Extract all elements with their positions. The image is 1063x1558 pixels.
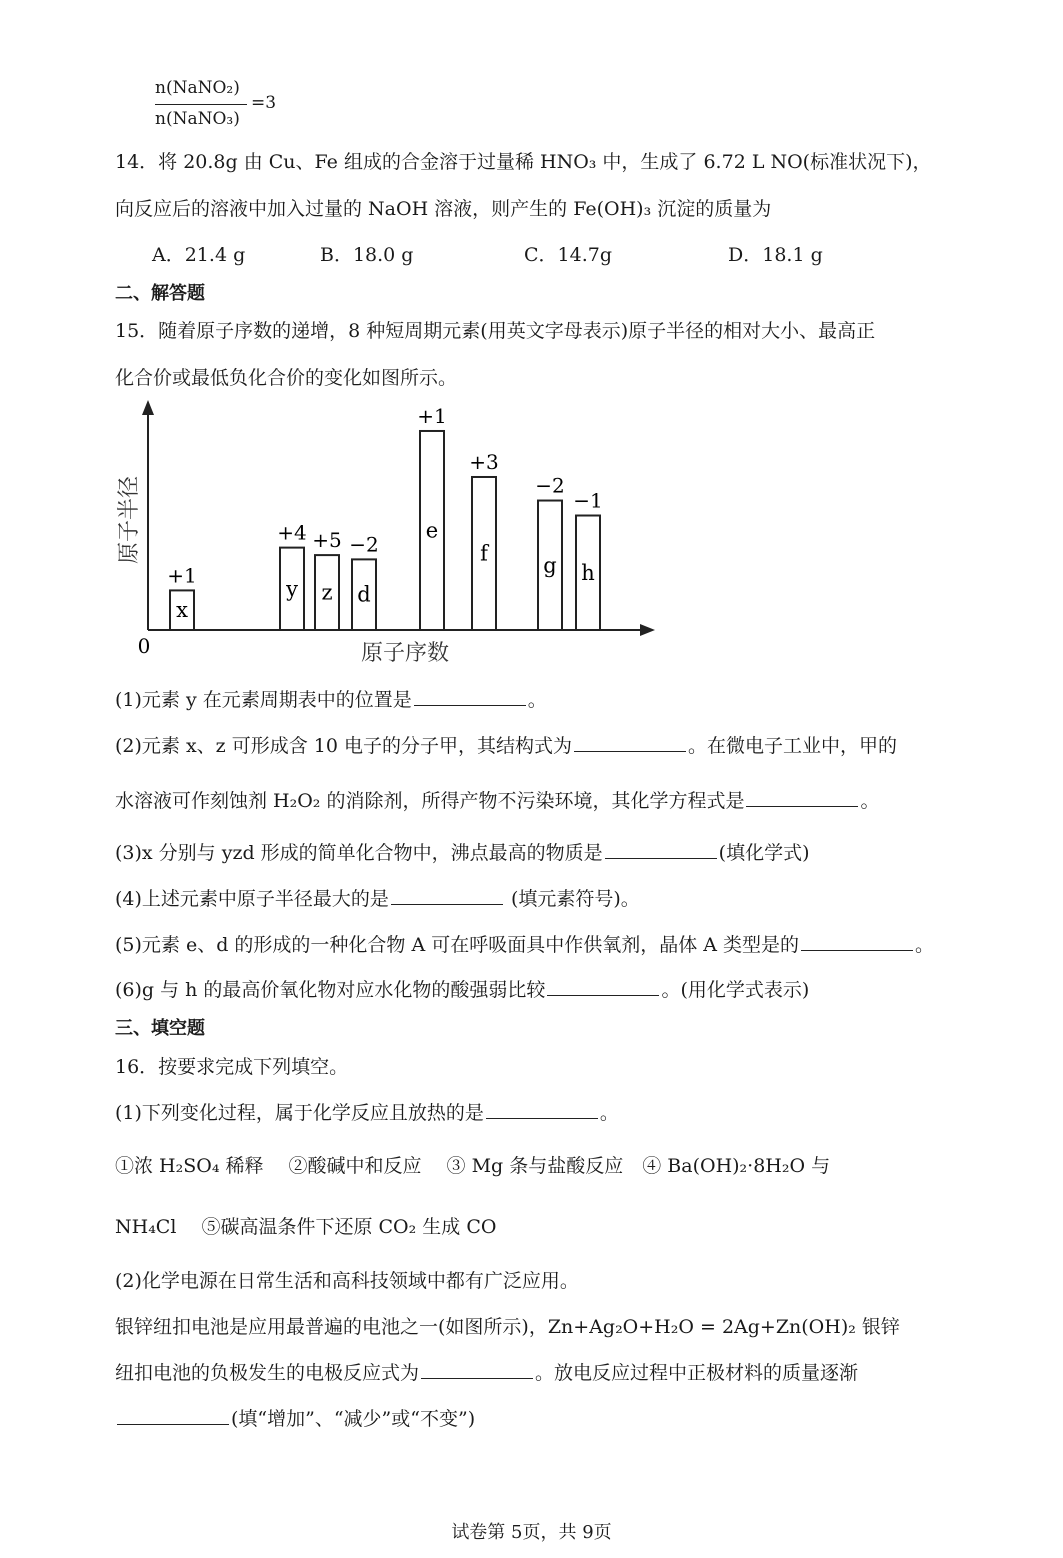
q15-sub5-text: (5)元素 e、d 的形成的一种化合物 A 可在呼吸面具中作供氧剂，晶体 A 类型是的: [115, 934, 800, 956]
bar-label-z: z: [321, 580, 333, 605]
bar-label-d: d: [357, 582, 371, 607]
q15-sub3-end: (填化学式): [718, 842, 810, 864]
answer-blank[interactable]: [605, 840, 717, 859]
fraction-denominator: n(NaNO₃): [155, 109, 240, 129]
valence-label-g: −2: [535, 473, 565, 498]
q15-line1: 15．随着原子序数的递增，8 种短周期元素(用英文字母表示)原子半径的相对大小、最高正: [115, 320, 876, 342]
q15-sub2-text: (2)元素 x、z 可形成含 10 电子的分子甲，其结构式为: [115, 735, 572, 757]
answer-blank[interactable]: [547, 977, 659, 996]
q16-sub2-line3: [115, 1358, 858, 1385]
q14-line2: 向反应后的溶液中加入过量的 NaOH 溶液，则产生的 Fe(OH)₃ 沉淀的质量为: [115, 198, 772, 220]
q16-sub2-line4: [115, 1404, 475, 1431]
valence-label-e: +1: [417, 403, 447, 428]
answer-blank[interactable]: [414, 687, 526, 706]
q16-sub2: (2)化学电源在日常生活和高科技领域中都有广泛应用。: [115, 1270, 579, 1292]
q15-sub4: [115, 884, 640, 911]
q15-sub3-text: (3)x 分别与 yzd 形成的简单化合物中，沸点最高的物质是: [115, 842, 603, 864]
bar-label-f: f: [480, 541, 488, 566]
q16-sub2-cont: 。放电反应过程中正极材料的质量逐渐: [535, 1362, 859, 1384]
q15-sub2-cont: 。在微电子工业中，甲的: [687, 735, 897, 757]
q15-sub6-text: (6)g 与 h 的最高价氧化物对应水化物的酸强弱比较: [115, 979, 546, 1001]
answer-blank[interactable]: [746, 788, 858, 807]
q16-line1: 16．按要求完成下列填空。: [115, 1056, 349, 1078]
bar-label-h: h: [581, 560, 595, 585]
q15-sub6-end: 。(用化学式表示): [661, 979, 810, 1001]
valence-label-h: −1: [573, 488, 603, 513]
q16-sub1-end: 。: [599, 1102, 619, 1124]
bar-label-y: y: [286, 576, 298, 601]
q16-sub2-text3: 纽扣电池的负极发生的电极反应式为: [115, 1362, 420, 1384]
fraction-bar: [155, 104, 247, 105]
fraction-equals: =3: [251, 93, 277, 113]
y-axis-label: 原子半径: [117, 475, 142, 565]
answer-blank[interactable]: [117, 1406, 229, 1425]
q16-sub1-text: (1)下列变化过程，属于化学反应且放热的是: [115, 1102, 484, 1124]
q15-sub2-end: 。: [860, 790, 880, 812]
q14-option-b: B．18.0 g: [320, 244, 414, 266]
q14-option-a: A．21.4 g: [152, 244, 246, 266]
atomic-radius-chart: [100, 395, 680, 670]
page-footer: 试卷第 5页，共 9页: [451, 1522, 612, 1543]
q15-sub6: [115, 975, 809, 1002]
q14-option-c: C．14.7g: [524, 244, 613, 266]
y-axis-arrow: [142, 400, 154, 415]
q15-sub4-text: (4)上述元素中原子半径最大的是: [115, 888, 389, 910]
x-axis-label: 原子序数: [360, 641, 450, 666]
q15-sub2-text2: 水溶液可作刻蚀剂 H₂O₂ 的消除剂，所得产物不污染环境，其化学方程式是: [115, 790, 745, 812]
q15-sub5: [115, 930, 934, 957]
q15-sub2-line2: [115, 786, 879, 813]
q16-sub2-line2: 银锌纽扣电池是应用最普遍的电池之一(如图所示)，Zn+Ag₂O+H₂O = 2Ag+Zn(OH)₂ 银锌: [115, 1316, 900, 1338]
answer-blank[interactable]: [801, 932, 913, 951]
q16-sub1: [115, 1098, 619, 1125]
bar-label-x: x: [176, 598, 188, 623]
q15-sub1-text: (1)元素 y 在元素周期表中的位置是: [115, 689, 412, 711]
q15-sub4-end: (填元素符号)。: [504, 888, 640, 910]
q15-line2: 化合价或最低负化合价的变化如图所示。: [115, 367, 458, 389]
q15-sub1-end: 。: [527, 689, 547, 711]
valence-label-d: −2: [349, 532, 379, 557]
valence-label-f: +3: [469, 449, 499, 474]
x-axis-arrow: [640, 624, 655, 636]
answer-blank[interactable]: [574, 733, 686, 752]
q15-sub2: [115, 731, 897, 758]
bars-group: [167, 404, 602, 630]
q14-line1: 14．将 20.8g 由 Cu、Fe 组成的合金溶于过量稀 HNO₃ 中，生成了 6.72 L NO(标准状况下)，: [115, 151, 932, 173]
valence-label-x: +1: [167, 563, 197, 588]
q14-option-d: D．18.1 g: [728, 244, 823, 266]
q15-sub5-end: 。: [915, 934, 935, 956]
origin-label: 0: [137, 634, 151, 658]
q16-sub2-end: (填“增加”、“减少”或“不变”): [231, 1408, 476, 1430]
valence-label-z: +5: [312, 528, 342, 553]
answer-blank[interactable]: [421, 1360, 533, 1379]
q16-items-line1: ①浓 H₂SO₄ 稀释 ②酸碱中和反应 ③ Mg 条与盐酸反应 ④ Ba(OH)₂·8H₂O 与: [115, 1155, 831, 1177]
answer-blank[interactable]: [486, 1100, 598, 1119]
bar-label-g: g: [543, 553, 557, 578]
q16-items-line2: NH₄Cl ⑤碳高温条件下还原 CO₂ 生成 CO: [115, 1216, 497, 1238]
section-2-heading: 二、解答题: [115, 283, 205, 304]
valence-label-y: +4: [277, 520, 307, 545]
q15-sub3: [115, 838, 809, 865]
q15-sub1: [115, 685, 547, 712]
answer-blank[interactable]: [391, 886, 503, 905]
bar-label-e: e: [425, 518, 439, 543]
section-3-heading: 三、填空题: [115, 1018, 205, 1039]
fraction-numerator: n(NaNO₂): [155, 78, 240, 98]
